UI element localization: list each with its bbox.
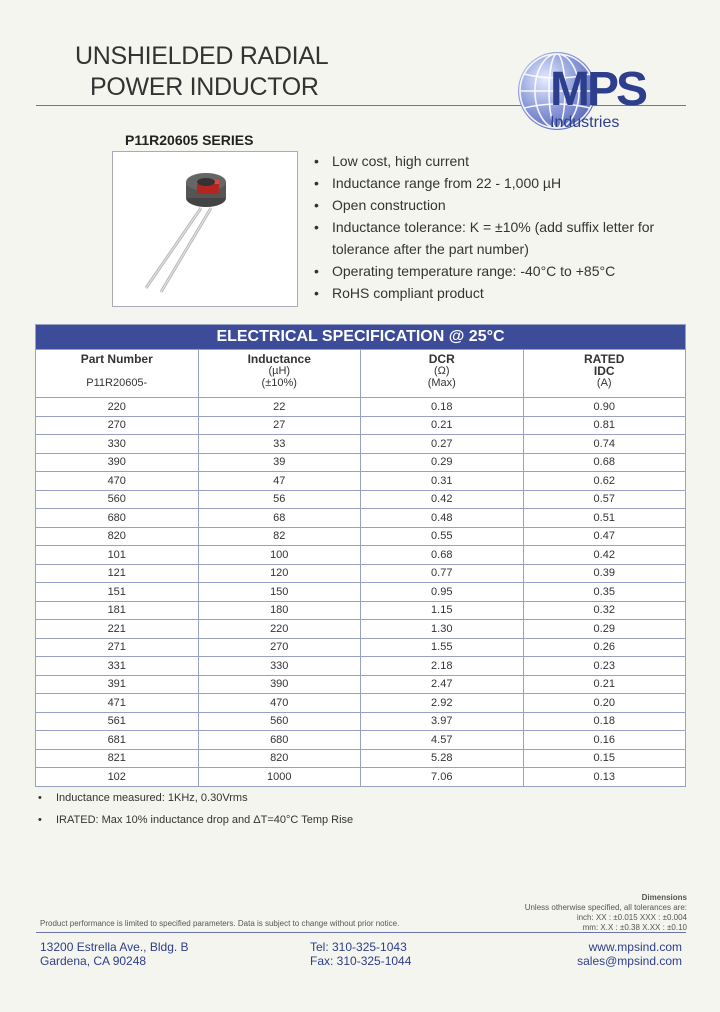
cell-part-number: 271 xyxy=(36,638,199,657)
table-row xyxy=(36,564,686,583)
cell-inductance: 82 xyxy=(198,527,361,546)
cell-rated-current: 0.13 xyxy=(523,768,686,787)
table-row xyxy=(36,509,686,528)
feature-item: • Low cost, high current xyxy=(312,150,692,172)
cell-inductance: 560 xyxy=(198,712,361,731)
cell-rated-current: 0.23 xyxy=(523,657,686,676)
table-row xyxy=(36,601,686,620)
cell-inductance: 68 xyxy=(198,509,361,528)
dimensions-line: inch: XX : ±0.015 XXX : ±0.004 xyxy=(576,913,687,922)
cell-inductance: 47 xyxy=(198,472,361,491)
cell-inductance: 1000 xyxy=(198,768,361,787)
cell-inductance: 27 xyxy=(198,416,361,435)
cell-part-number: 561 xyxy=(36,712,199,731)
cell-part-number: 220 xyxy=(36,398,199,417)
tel-number: Tel: 310-325-1043 xyxy=(310,940,407,954)
cell-part-number: 470 xyxy=(36,472,199,491)
cell-rated-current: 0.21 xyxy=(523,675,686,694)
table-row xyxy=(36,712,686,731)
cell-rated-current: 0.26 xyxy=(523,638,686,657)
address-line-1: 13200 Estrella Ave., Bldg. B xyxy=(40,940,189,954)
cell-inductance: 820 xyxy=(198,749,361,768)
dimensions-tolerances xyxy=(515,893,687,933)
cell-part-number: 820 xyxy=(36,527,199,546)
cell-rated-current: 0.90 xyxy=(523,398,686,417)
header-inductance: Inductance (µH) (±10%) xyxy=(198,350,361,398)
table-row xyxy=(36,490,686,509)
cell-rated-current: 0.68 xyxy=(523,453,686,472)
footer-rule xyxy=(36,932,686,933)
table-row xyxy=(36,398,686,417)
cell-rated-current: 0.51 xyxy=(523,509,686,528)
table-row xyxy=(36,527,686,546)
feature-item: • Inductance tolerance: K = ±10% (add suffix letter for tolerance after the part number) xyxy=(312,216,692,260)
cell-rated-current: 0.62 xyxy=(523,472,686,491)
cell-rated-current: 0.15 xyxy=(523,749,686,768)
cell-rated-current: 0.20 xyxy=(523,694,686,713)
cell-inductance: 150 xyxy=(198,583,361,602)
cell-dcr: 0.29 xyxy=(361,453,524,472)
footer-contact xyxy=(520,940,682,968)
cell-part-number: 151 xyxy=(36,583,199,602)
cell-part-number: 390 xyxy=(36,453,199,472)
table-banner: ELECTRICAL SPECIFICATION @ 25°C xyxy=(36,325,686,350)
table-row xyxy=(36,620,686,639)
logo-wordmark: MPS xyxy=(550,63,646,116)
table-row xyxy=(36,638,686,657)
mps-logo xyxy=(500,42,685,142)
website-link[interactable]: www.mpsind.com xyxy=(588,940,682,954)
cell-dcr: 5.28 xyxy=(361,749,524,768)
footer-address xyxy=(40,940,189,968)
cell-inductance: 390 xyxy=(198,675,361,694)
cell-rated-current: 0.39 xyxy=(523,564,686,583)
cell-dcr: 0.31 xyxy=(361,472,524,491)
cell-rated-current: 0.18 xyxy=(523,712,686,731)
table-row xyxy=(36,583,686,602)
cell-inductance: 39 xyxy=(198,453,361,472)
cell-inductance: 330 xyxy=(198,657,361,676)
cell-dcr: 0.68 xyxy=(361,546,524,565)
cell-dcr: 2.92 xyxy=(361,694,524,713)
title-line-2: POWER INDUCTOR xyxy=(90,73,319,101)
cell-dcr: 0.48 xyxy=(361,509,524,528)
cell-part-number: 221 xyxy=(36,620,199,639)
cell-rated-current: 0.47 xyxy=(523,527,686,546)
note-inductance-measured: • Inductance measured: 1KHz, 0.30Vrms xyxy=(38,787,353,809)
header-dcr: DCR (Ω) (Max) xyxy=(361,350,524,398)
cell-dcr: 3.97 xyxy=(361,712,524,731)
cell-inductance: 33 xyxy=(198,435,361,454)
table-row xyxy=(36,749,686,768)
cell-dcr: 0.27 xyxy=(361,435,524,454)
cell-inductance: 22 xyxy=(198,398,361,417)
cell-rated-current: 0.42 xyxy=(523,546,686,565)
cell-dcr: 2.47 xyxy=(361,675,524,694)
cell-dcr: 1.30 xyxy=(361,620,524,639)
cell-dcr: 4.57 xyxy=(361,731,524,750)
cell-inductance: 470 xyxy=(198,694,361,713)
feature-list xyxy=(312,150,692,304)
cell-dcr: 0.95 xyxy=(361,583,524,602)
cell-rated-current: 0.81 xyxy=(523,416,686,435)
cell-inductance: 56 xyxy=(198,490,361,509)
cell-part-number: 560 xyxy=(36,490,199,509)
cell-dcr: 2.18 xyxy=(361,657,524,676)
cell-rated-current: 0.29 xyxy=(523,620,686,639)
feature-item: • Operating temperature range: -40°C to +85°C xyxy=(312,260,692,282)
disclaimer: Product performance is limited to specified parameters. Data is subject to change without prior notice. xyxy=(40,919,400,928)
table-row xyxy=(36,546,686,565)
cell-dcr: 0.18 xyxy=(361,398,524,417)
title-line-1: UNSHIELDED RADIAL xyxy=(75,42,329,70)
table-row xyxy=(36,435,686,454)
cell-inductance: 120 xyxy=(198,564,361,583)
feature-item: • Open construction xyxy=(312,194,692,216)
dimensions-title: Dimensions xyxy=(641,893,687,902)
cell-part-number: 331 xyxy=(36,657,199,676)
address-line-2: Gardena, CA 90248 xyxy=(40,954,147,968)
cell-rated-current: 0.32 xyxy=(523,601,686,620)
note-rated-current: • IRATED: Max 10% inductance drop and ΔT=40°C Temp Rise xyxy=(38,809,353,831)
electrical-spec-table xyxy=(35,324,686,787)
product-photo xyxy=(112,151,298,307)
cell-part-number: 102 xyxy=(36,768,199,787)
fax-number: Fax: 310-325-1044 xyxy=(310,954,412,968)
email-link[interactable]: sales@mpsind.com xyxy=(577,954,682,968)
header-rated-current: RATED IDC (A) xyxy=(523,350,686,398)
cell-rated-current: 0.35 xyxy=(523,583,686,602)
cell-part-number: 101 xyxy=(36,546,199,565)
cell-part-number: 471 xyxy=(36,694,199,713)
footer-phone xyxy=(310,940,411,968)
cell-rated-current: 0.74 xyxy=(523,435,686,454)
series-title: P11R20605 SERIES xyxy=(125,132,254,148)
table-row xyxy=(36,657,686,676)
feature-item: • Inductance range from 22 - 1,000 µH xyxy=(312,172,692,194)
cell-inductance: 270 xyxy=(198,638,361,657)
cell-dcr: 0.42 xyxy=(361,490,524,509)
cell-part-number: 121 xyxy=(36,564,199,583)
cell-part-number: 270 xyxy=(36,416,199,435)
cell-inductance: 220 xyxy=(198,620,361,639)
cell-inductance: 180 xyxy=(198,601,361,620)
cell-dcr: 1.15 xyxy=(361,601,524,620)
table-row xyxy=(36,694,686,713)
table-row xyxy=(36,453,686,472)
table-row xyxy=(36,675,686,694)
feature-item: • RoHS compliant product xyxy=(312,282,692,304)
cell-dcr: 0.77 xyxy=(361,564,524,583)
cell-rated-current: 0.57 xyxy=(523,490,686,509)
cell-dcr: 0.21 xyxy=(361,416,524,435)
cell-dcr: 1.55 xyxy=(361,638,524,657)
table-row xyxy=(36,472,686,491)
table-row xyxy=(36,731,686,750)
dimensions-line: Unless otherwise specified, all tolerances are: xyxy=(524,903,687,912)
cell-part-number: 680 xyxy=(36,509,199,528)
cell-part-number: 391 xyxy=(36,675,199,694)
cell-inductance: 100 xyxy=(198,546,361,565)
cell-part-number: 330 xyxy=(36,435,199,454)
header-part-number: Part Number P11R20605- xyxy=(36,350,199,398)
table-row xyxy=(36,416,686,435)
table-row xyxy=(36,768,686,787)
cell-inductance: 680 xyxy=(198,731,361,750)
cell-dcr: 0.55 xyxy=(361,527,524,546)
cell-part-number: 821 xyxy=(36,749,199,768)
dimensions-line: mm: X.X : ±0.38 X.XX : ±0.10 xyxy=(582,923,687,932)
cell-part-number: 681 xyxy=(36,731,199,750)
notes xyxy=(38,787,353,831)
logo-subtitle: Industries xyxy=(550,114,620,131)
cell-part-number: 181 xyxy=(36,601,199,620)
cell-dcr: 7.06 xyxy=(361,768,524,787)
cell-rated-current: 0.16 xyxy=(523,731,686,750)
